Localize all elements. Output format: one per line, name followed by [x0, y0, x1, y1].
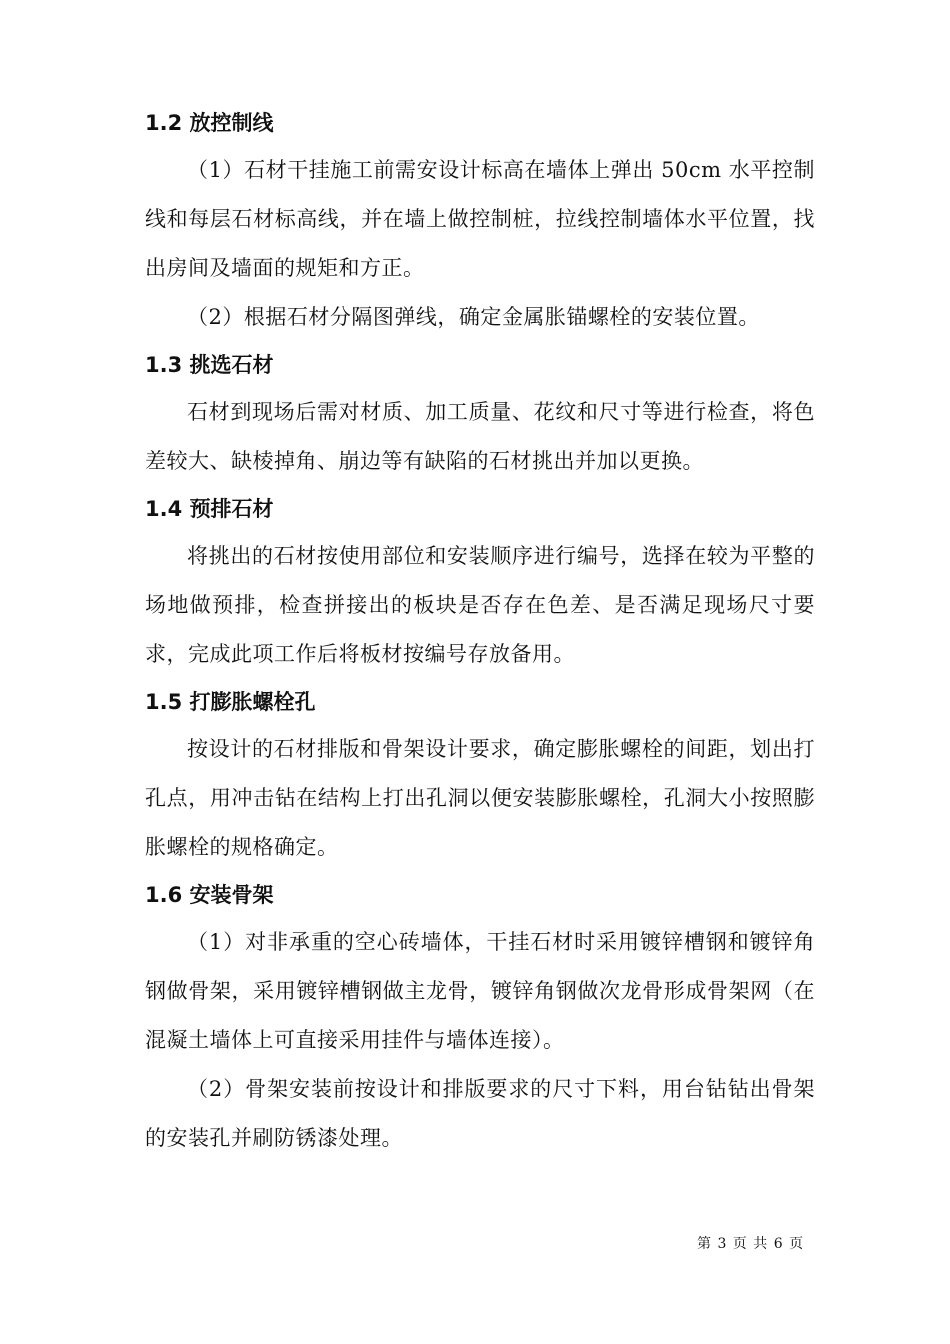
section-1-5 — [145, 679, 815, 872]
section-heading: 1.2 放控制线 — [145, 111, 274, 135]
document-body — [145, 100, 815, 1163]
paragraph: 按设计的石材排版和骨架设计要求，确定膨胀螺栓的间距，划出打孔点，用冲击钻在结构上打出孔洞以便安装膨胀螺栓，孔洞大小按照膨胀螺栓的规格确定。 — [145, 737, 815, 859]
section-heading: 1.5 打膨胀螺栓孔 — [145, 690, 316, 714]
paragraph: （1）石材干挂施工前需安设计标高在墙体上弹出 50cm 水平控制线和每层石材标高线，并在墙上做控制桩，拉线控制墙体水平位置，找出房间及墙面的规矩和方正。 — [145, 158, 815, 280]
paragraph: 石材到现场后需对材质、加工质量、花纹和尺寸等进行检查，将色差较大、缺棱掉角、崩边等有缺陷的石材挑出并加以更换。 — [145, 400, 815, 473]
page-number-footer: 第 3 页 共 6 页 — [697, 1236, 805, 1252]
section-1-6 — [145, 872, 815, 1163]
section-1-4 — [145, 486, 815, 679]
section-1-3 — [145, 342, 815, 486]
paragraph: 将挑出的石材按使用部位和安装顺序进行编号，选择在较为平整的场地做预排，检查拼接出的板块是否存在色差、是否满足现场尺寸要求，完成此项工作后将板材按编号存放备用。 — [145, 544, 815, 666]
section-heading: 1.6 安装骨架 — [145, 883, 274, 907]
paragraph: （2）根据石材分隔图弹线，确定金属胀锚螺栓的安装位置。 — [187, 305, 760, 329]
section-heading: 1.4 预排石材 — [145, 497, 274, 521]
section-1-2 — [145, 100, 815, 342]
paragraph: （2）骨架安装前按设计和排版要求的尺寸下料，用台钻钻出骨架的安装孔并刷防锈漆处理。 — [145, 1077, 815, 1150]
section-heading: 1.3 挑选石材 — [145, 353, 274, 377]
paragraph: （1）对非承重的空心砖墙体，干挂石材时采用镀锌槽钢和镀锌角钢做骨架，采用镀锌槽钢做主龙骨，镀锌角钢做次龙骨形成骨架网（在混凝土墙体上可直接采用挂件与墙体连接）。 — [145, 930, 815, 1052]
